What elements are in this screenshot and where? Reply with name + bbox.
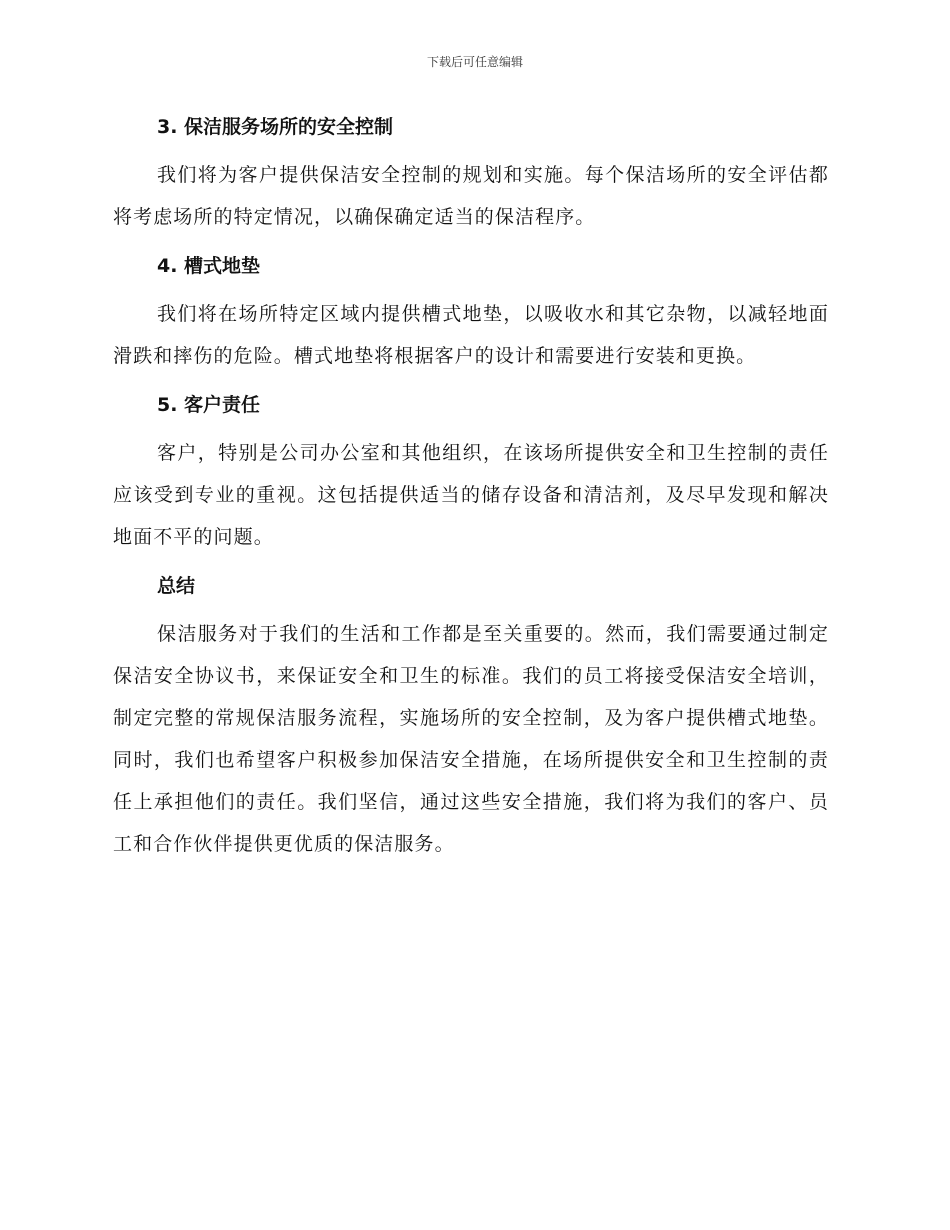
section-heading: 3. 保洁服务场所的安全控制 xyxy=(157,116,394,138)
section-paragraph: 我们将为客户提供保洁安全控制的规划和实施。每个保洁场所的安全评估都将考虑场所的特定情况，以确保确定适当的保洁程序。 xyxy=(113,164,829,228)
section-floor-mats xyxy=(113,252,829,377)
section-paragraph: 我们将在场所特定区域内提供槽式地垫，以吸收水和其它杂物，以减轻地面滑跌和摔伤的危险。槽式地垫将根据客户的设计和需要进行安装和更换。 xyxy=(113,303,829,367)
section-client-responsibility xyxy=(113,391,829,558)
section-summary xyxy=(113,572,829,865)
section-paragraph: 客户，特别是公司办公室和其他组织，在该场所提供安全和卫生控制的责任应该受到专业的重视。这包括提供适当的储存设备和清洁剂，及尽早发现和解决地面不平的问题。 xyxy=(113,442,829,548)
document-body xyxy=(113,113,829,879)
section-paragraph: 保洁服务对于我们的生活和工作都是至关重要的。然而，我们需要通过制定保洁安全协议书，来保证安全和卫生的标准。我们的员工将接受保洁安全培训，制定完整的常规保洁服务流程，实施场所的安全控制，及为客户提供槽式地垫。同时，我们也希望客户积极参加保洁安全措施，在场所提供安全和卫生控制的责任上承担他们的责任。我们坚信，通过这些安全措施，我们将为我们的客户、员工和合作伙伴提供更优质的保洁服务。 xyxy=(113,623,829,855)
section-heading: 5. 客户责任 xyxy=(157,394,261,416)
page-header: 下载后可任意编辑 xyxy=(426,55,523,69)
section-heading: 总结 xyxy=(157,575,196,597)
section-heading: 4. 槽式地垫 xyxy=(157,255,261,277)
section-safety-control xyxy=(113,113,829,238)
